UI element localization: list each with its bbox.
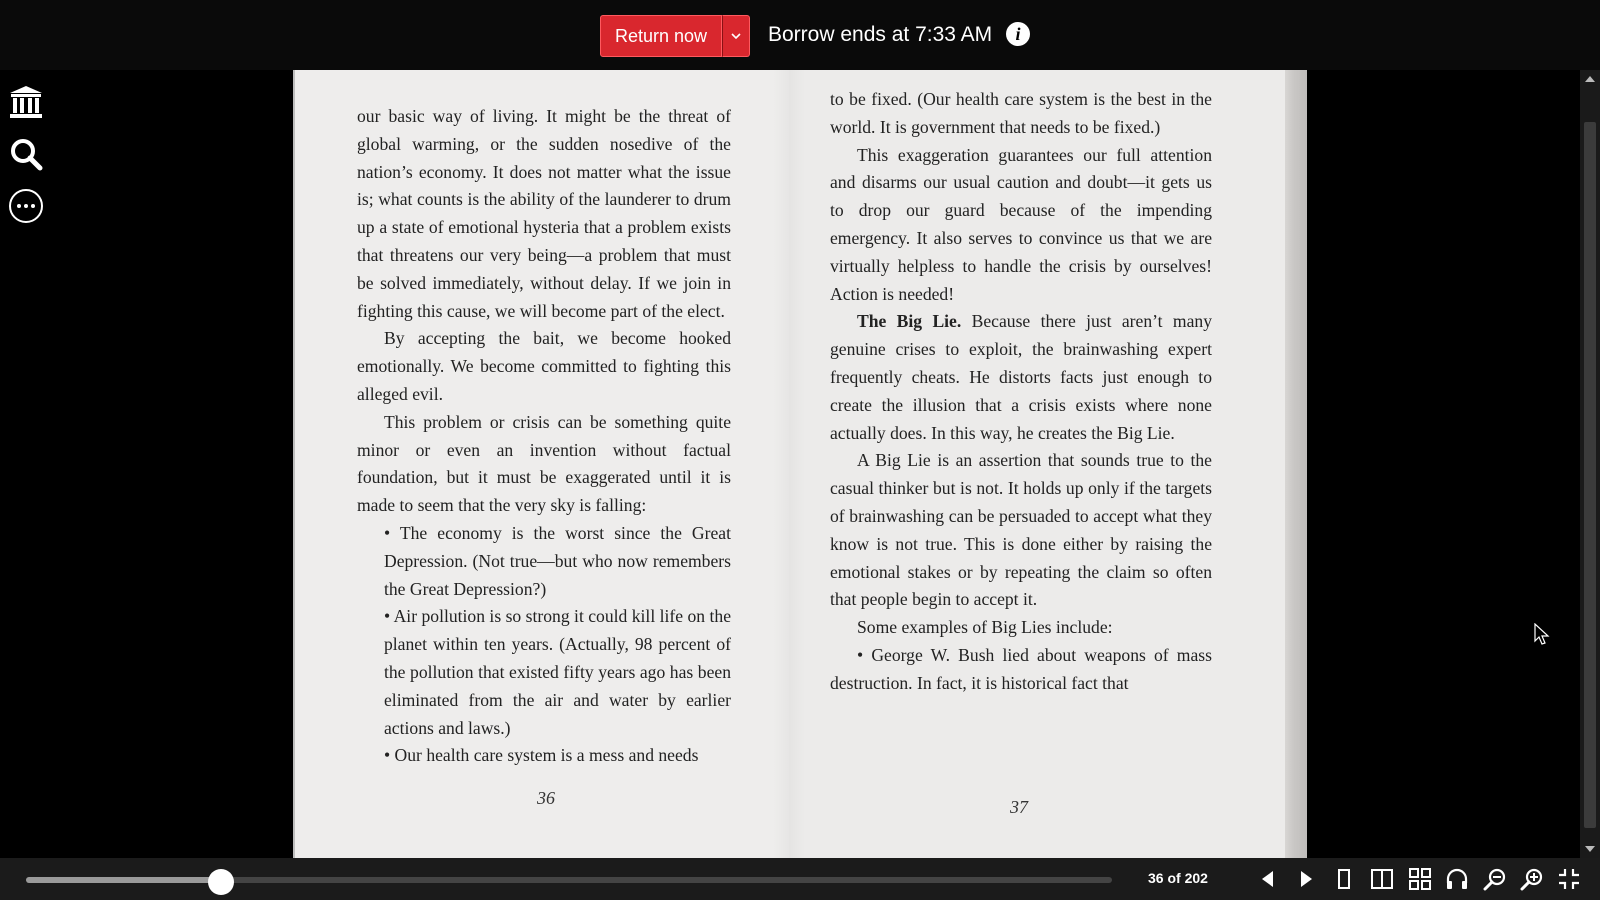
one-page-view-icon[interactable] (1331, 866, 1357, 892)
paragraph (830, 308, 1212, 447)
book-spread[interactable] (293, 70, 1307, 858)
paragraph: Some examples of Big Lies include: (857, 617, 1113, 638)
search-icon[interactable] (8, 136, 44, 172)
left-page[interactable] (293, 70, 789, 858)
paragraph-heading: The Big Lie. (857, 311, 962, 332)
left-page-number: 36 (537, 788, 555, 808)
info-icon[interactable]: i (1006, 22, 1030, 46)
paragraph: our basic way of living. It might be the threat of global warming, or the sudden nosedive of the nation’s economy. It does not matter what the issue is; what counts is the ability of the launderer to drum up a state of emotional hysteria that a problem exists that threatens our very being—a problem that must be solved immediately, without delay. If we join in fighting this cause, we will become part of the elect. (357, 106, 731, 321)
zoom-in-icon[interactable] (1519, 866, 1545, 892)
scroll-down-icon[interactable] (1585, 846, 1595, 852)
paragraph: By accepting the bait, we become hooked emotionally. We become committed to fighting this alleged evil. (357, 328, 731, 404)
return-options-dropdown[interactable] (722, 15, 750, 57)
page-slider-fill (26, 877, 221, 883)
mouse-cursor-icon (1534, 623, 1552, 647)
left-sidebar (0, 70, 54, 858)
paragraph: • Air pollution is so strong it could kill life on the planet within ten years. (Actually, 98 percent of the pollution that existed fifty years ago has been eliminated from the air and water by earlier actions and laws.) (384, 606, 731, 738)
page-counter: 36 of 202 (1148, 870, 1208, 886)
more-options-icon[interactable] (8, 188, 44, 224)
chevron-down-icon (731, 33, 741, 39)
top-bar (0, 0, 1600, 70)
two-page-view-icon[interactable] (1369, 866, 1395, 892)
right-page-number: 37 (1010, 797, 1028, 817)
right-page[interactable] (789, 70, 1285, 858)
next-page-icon[interactable] (1293, 866, 1319, 892)
right-page-text (830, 86, 1212, 698)
paragraph: to be fixed. (Our health care system is the best in the world. It is government that needs to be fixed.) (830, 89, 1212, 137)
book-gutter (773, 70, 805, 858)
exit-fullscreen-icon[interactable] (1556, 866, 1582, 892)
paragraph-text: Because there just aren’t many genuine crises to exploit, the brainwashing expert frequently cheats. He distorts facts just enough to create the illusion that a crisis exists where none actually does. In this way, he creates the Big Lie. (830, 311, 1212, 443)
vertical-scrollbar[interactable] (1580, 70, 1600, 858)
zoom-out-icon[interactable] (1482, 866, 1508, 892)
return-now-button[interactable]: Return now (600, 15, 722, 57)
paragraph: • The economy is the worst since the Great Depression. (Not true—but who now remembers the Great Depression?) (384, 522, 731, 599)
read-aloud-icon[interactable] (1444, 866, 1470, 892)
paragraph: • Our health care system is a mess and needs (384, 745, 699, 766)
thumbnail-view-icon[interactable] (1407, 866, 1433, 892)
scroll-up-icon[interactable] (1585, 76, 1595, 82)
bottom-toolbar (0, 858, 1600, 900)
borrow-status-text: Borrow ends at 7:33 AM (768, 23, 993, 46)
library-icon[interactable] (8, 84, 44, 120)
paragraph: A Big Lie is an assertion that sounds true to the casual thinker but is not. It holds up only if the targets of brainwashing can be persuaded to accept what they know is not true. This is done either by raising the emotional stakes or by repeating the claim so often that people begin to accept it. (830, 450, 1212, 610)
return-button-group (600, 15, 750, 57)
left-page-text (357, 103, 731, 770)
paragraph: This exaggeration guarantees our full attention and disarms our usual caution and doubt—it gets us to drop our guard because of the impending emergency. It also serves to convince us that we are virtually helpless to handle the crisis by ourselves! Action is needed! (830, 144, 1212, 304)
paragraph: • George W. Bush lied about weapons of mass destruction. In fact, it is historical fact that (830, 644, 1212, 693)
page-slider-handle[interactable] (208, 869, 234, 895)
paragraph: This problem or crisis can be something quite minor or even an invention without factual foundation, but it must be exaggerated until it is made to seem that the very sky is falling: (357, 411, 731, 516)
page-slider[interactable] (26, 877, 1112, 883)
scrollbar-thumb[interactable] (1584, 122, 1596, 828)
previous-page-icon[interactable] (1255, 866, 1281, 892)
page-edge (1285, 70, 1307, 858)
